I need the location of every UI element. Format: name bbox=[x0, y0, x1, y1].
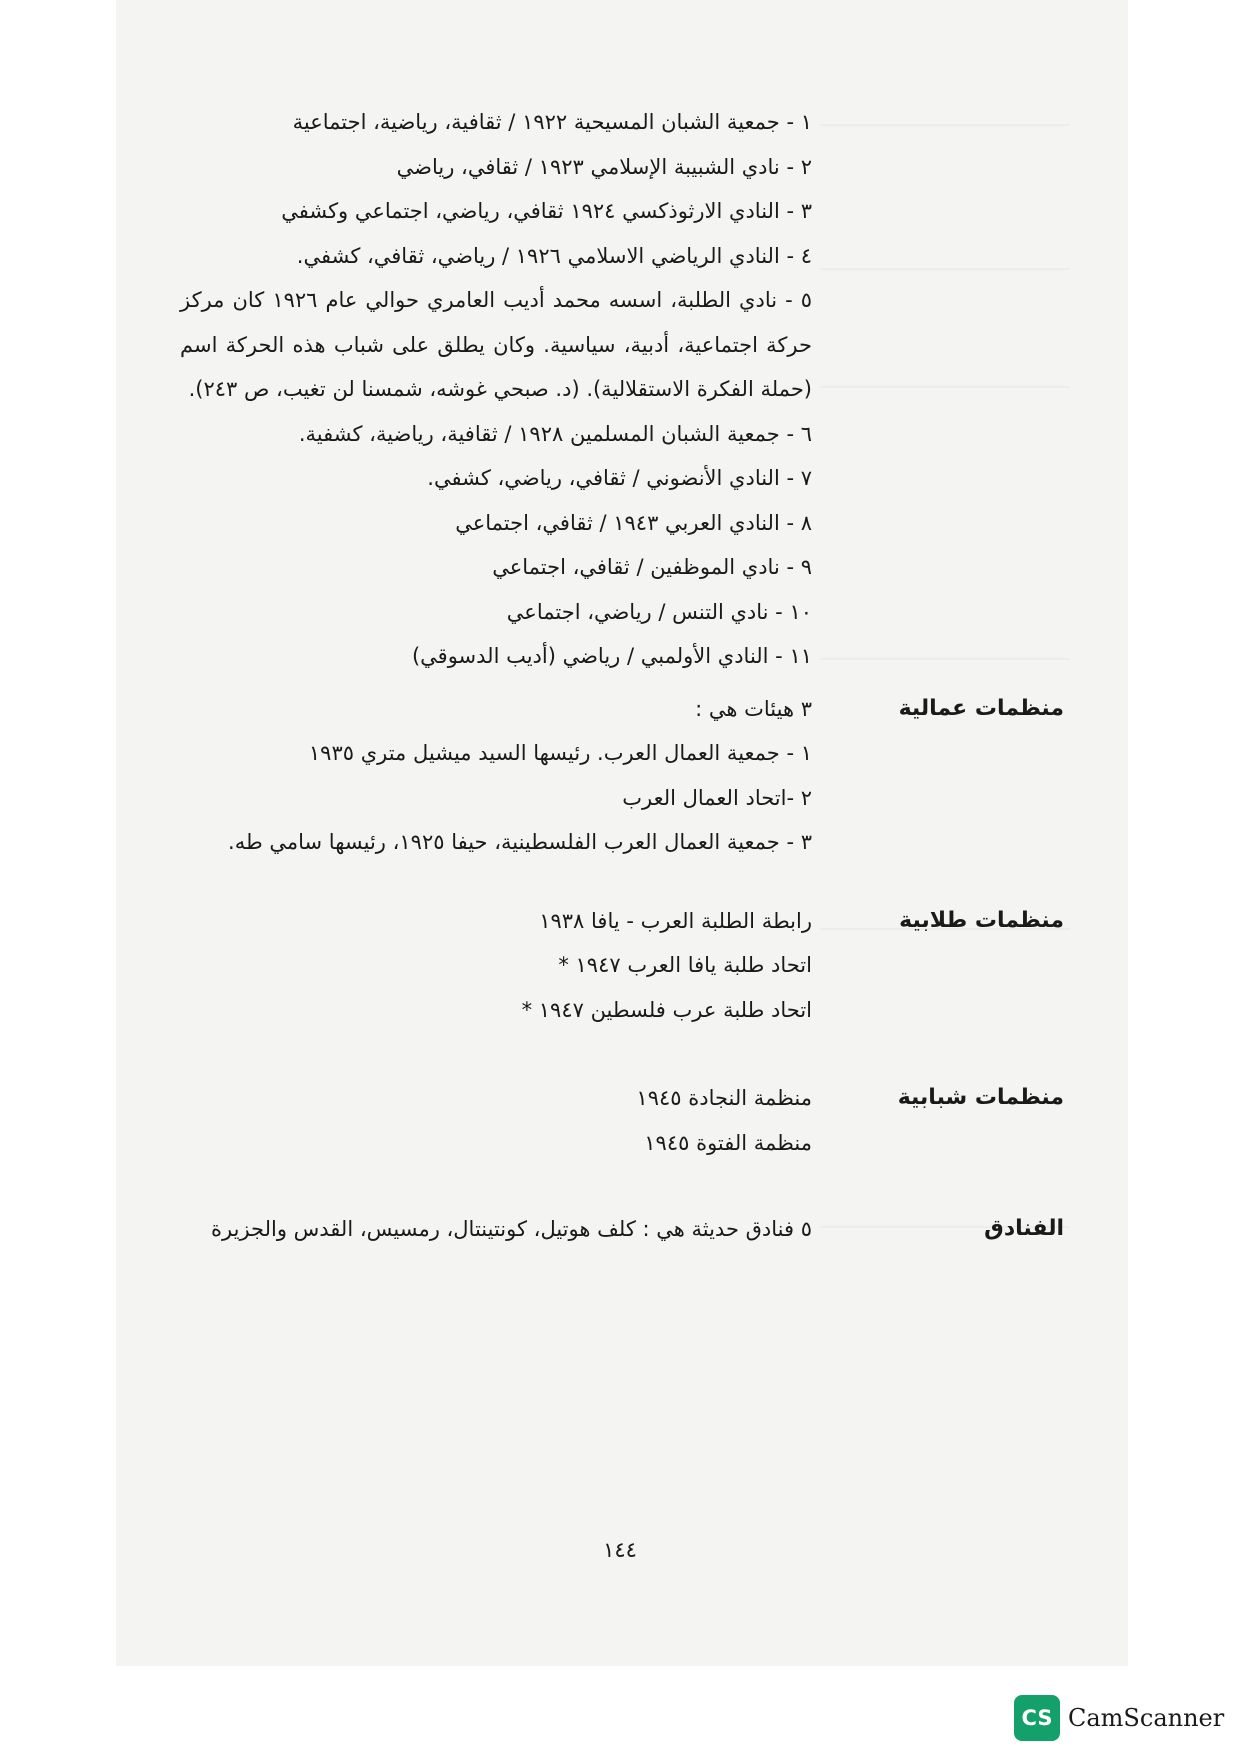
list-item: ١ - جمعية الشبان المسيحية ١٩٢٢ / ثقافية، رياضية، اجتماعية bbox=[292, 110, 812, 134]
youth-section bbox=[124, 1076, 1064, 1165]
students-heading: منظمات طلابية bbox=[899, 907, 1064, 933]
list-item: ٧ - النادي الأنضوني / ثقافي، رياضي، كشفي. bbox=[427, 466, 812, 490]
camscanner-watermark bbox=[1014, 1695, 1224, 1741]
list-item: ١ - جمعية العمال العرب. رئيسها السيد ميشيل متري ١٩٣٥ bbox=[308, 741, 812, 765]
list-item: ٨ - النادي العربي ١٩٤٣ / ثقافي، اجتماعي bbox=[455, 510, 812, 535]
labor-heading: منظمات عمالية bbox=[898, 695, 1064, 721]
list-item: ٣ - النادي الارثوذكسي ١٩٢٤ ثقافي، رياضي، اجتماعي وكشفي bbox=[281, 199, 812, 223]
page-number: ١٤٤ bbox=[603, 1538, 637, 1562]
list-item: ٥ - نادي الطلبة، اسسه محمد أديب العامري حوالي عام ١٩٢٦ كان مركز حركة اجتماعية، أدبية، سياسية. وكان يطلق على شباب هذه الحركة اسم (حملة الفكرة الاستقلالية). (د. صبحي غوشه، شمسنا لن تغيب، ص ٢٤٣). bbox=[180, 288, 812, 401]
list-item: ١١ - النادي الأولمبي / رياضي (أديب الدسوقي) bbox=[411, 644, 812, 668]
list-item: ١٠ - نادي التنس / رياضي، اجتماعي bbox=[506, 599, 812, 624]
list-item: رابطة الطلبة العرب - يافا ١٩٣٨ bbox=[539, 908, 812, 933]
list-item: اتحاد طلبة عرب فلسطين ١٩٤٧ * bbox=[521, 997, 812, 1022]
list-item: اتحاد طلبة يافا العرب ١٩٤٧ * bbox=[558, 953, 812, 977]
youth-heading: منظمات شبابية bbox=[897, 1085, 1064, 1110]
list-item: ٤ - النادي الرياضي الاسلامي ١٩٢٦ / رياضي، ثقافي، كشفي. bbox=[296, 243, 812, 268]
hotels-text: ٥ فنادق حديثة هي : كلف هوتيل، كونتينتال، رمسيس، القدس والجزيرة bbox=[211, 1217, 812, 1241]
hotels-heading: الفنادق bbox=[984, 1216, 1064, 1241]
labor-intro: ٣ هيئات هي : bbox=[695, 696, 812, 721]
clubs-section bbox=[124, 100, 1064, 679]
camscanner-label: CamScanner bbox=[1068, 1704, 1225, 1732]
list-item: منظمة الفتوة ١٩٤٥ bbox=[644, 1130, 812, 1155]
camscanner-logo-icon: CS bbox=[1014, 1695, 1060, 1741]
hotels-section bbox=[124, 1207, 1064, 1252]
labor-section bbox=[124, 687, 1064, 865]
students-section bbox=[124, 899, 1064, 1033]
list-item: ٣ - جمعية العمال العرب الفلسطينية، حيفا ١٩٢٥، رئيسها سامي طه. bbox=[228, 830, 812, 854]
page-content bbox=[124, 100, 1064, 1252]
list-item: ٩ - نادي الموظفين / ثقافي، اجتماعي bbox=[492, 555, 812, 579]
list-item: منظمة النجادة ١٩٤٥ bbox=[636, 1086, 812, 1110]
list-item: ٦ - جمعية الشبان المسلمين ١٩٢٨ / ثقافية، رياضية، كشفية. bbox=[298, 421, 812, 446]
list-item: ٢ - نادي الشبيبة الإسلامي ١٩٢٣ / ثقافي، رياضي bbox=[396, 154, 812, 179]
list-item: ٢ -اتحاد العمال العرب bbox=[622, 785, 812, 810]
